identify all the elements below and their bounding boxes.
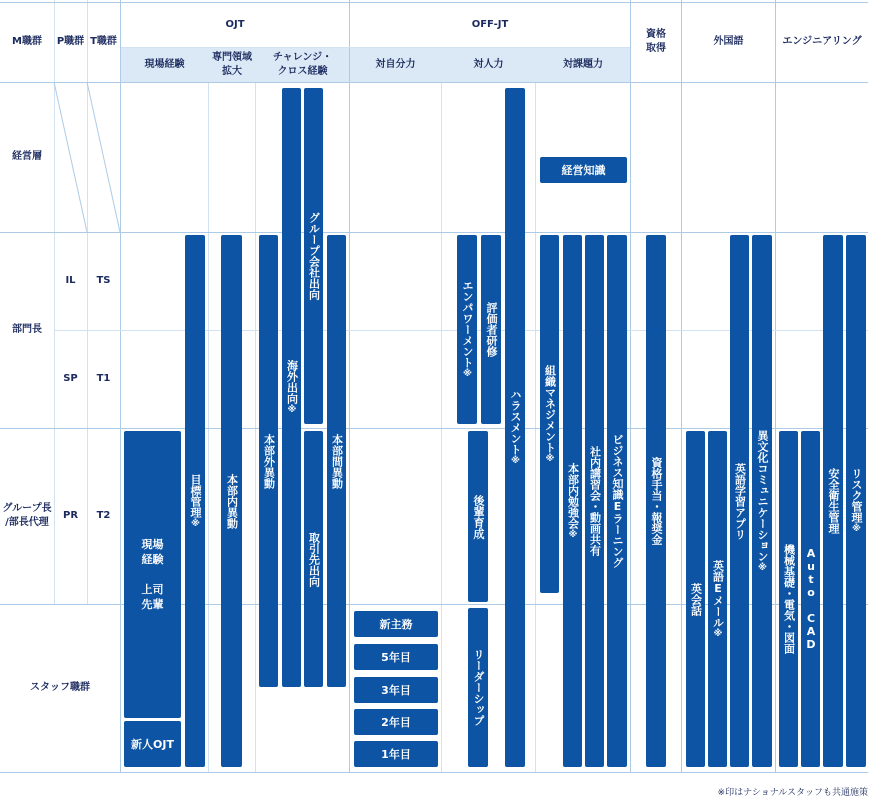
bar-soshiki-mgmt: 組織マネジメント ※ — [540, 235, 559, 593]
row-line-1 — [0, 232, 868, 233]
gaikokugo-header: 外国語 — [713, 36, 744, 47]
bar-shinjin-ojt: 新人OJT — [124, 721, 181, 767]
t-grade-header: T職群 — [90, 36, 117, 47]
marker: ※ — [462, 368, 473, 379]
bar-autocad: Auto CAD — [801, 431, 820, 767]
row-keieiso: 経営層 — [12, 151, 42, 162]
bar-eigo-email: 英語Eメール ※ — [708, 431, 727, 767]
divider-offjt-shikaku — [630, 0, 631, 772]
divider-offjt1 — [441, 82, 442, 772]
ojt-header: OJT — [225, 18, 245, 30]
bar-risk-kanri: リスク管理 ※ — [846, 235, 866, 767]
bar-kohai-ikusei: 後輩育成 — [468, 431, 488, 602]
bar-shinshumu: 新主務 — [354, 611, 438, 637]
divider-offjt2 — [535, 82, 536, 772]
bar-leadership: リーダーシップ — [468, 608, 488, 767]
row-staff: スタッフ職群 — [30, 682, 90, 693]
bar-kaigai-shukko: 海外出向 ※ — [282, 88, 301, 687]
bar-year3: 3年目 — [354, 677, 438, 703]
bar-honbukan-ido: 本部間異動 — [327, 235, 346, 687]
marker: ※ — [190, 517, 201, 529]
offjt-sub-taikadai: 対課題力 — [563, 58, 603, 70]
ojt-sub-senmon: 専門領域 拡大 — [212, 51, 252, 77]
offjt-sub-taijin: 対人力 — [473, 58, 504, 70]
bar-genba-keiken: 現場 経験 上司 先輩 — [124, 431, 181, 718]
marker: ※ — [757, 561, 768, 573]
bar-anzen-eisei: 安全衛生管理 — [823, 235, 843, 767]
grade-il: IL — [65, 275, 76, 286]
bar-eikaiwa: 英会話 — [686, 431, 705, 767]
divider-gaikokugo-eng — [775, 0, 776, 772]
bar-year5: 5年目 — [354, 644, 438, 670]
ojt-sub-genba: 現場経験 — [144, 58, 185, 70]
bar-group-shukko: グループ会社出向 — [304, 88, 323, 424]
bar-mokuhyo-kanri: 目標管理 ※ — [185, 235, 205, 767]
grade-t2: T2 — [96, 510, 111, 521]
bar-kikai-kiso: 機械基礎・電気・図面 — [779, 431, 798, 767]
grade-pr: PR — [62, 510, 79, 521]
marker: ※ — [286, 404, 298, 415]
marker: ※ — [510, 455, 521, 466]
divider-labels — [120, 0, 121, 772]
header-bottom-line — [0, 82, 868, 83]
bar-business-elearning: ビジネス知識Eラーニング — [607, 235, 627, 767]
offjt-sub-taijibun: 対自分力 — [375, 58, 416, 70]
ojt-sub-challenge: チャレンジ・ クロス経験 — [272, 51, 333, 77]
bar-torihikisaki-shukko: 取引先出向 — [304, 431, 323, 687]
row-bumoncho: 部門長 — [12, 324, 42, 335]
divider-ojt1 — [208, 82, 209, 772]
shikaku-header: 資格 取得 — [646, 29, 666, 54]
bar-year1: 1年目 — [354, 741, 438, 767]
bar-honbunai-benkyokai: 本部内勉強会 ※ — [563, 235, 582, 767]
grade-sp: SP — [63, 373, 78, 384]
divider-shikaku-gaikokugo — [681, 0, 682, 772]
bar-shanai-koshukai: 社内講習会・動画共有 — [585, 235, 604, 767]
bar-honbunai-ido: 本部内異動 — [221, 235, 242, 767]
divider-ojt2 — [255, 82, 256, 772]
offjt-header: OFF-JT — [471, 18, 509, 30]
bottom-line — [0, 772, 868, 773]
bar-ibunka: 異文化コミュニケーション ※ — [752, 235, 772, 767]
marker: ※ — [712, 627, 724, 639]
row-group-cho: グループ長 /部長代理 — [2, 503, 52, 528]
bar-shikaku-teate: 資格手当・報奨金 — [646, 235, 666, 767]
marker: ※ — [567, 528, 579, 540]
engineering-header: エンジニアリング — [782, 36, 862, 47]
marker: ※ — [851, 523, 862, 534]
bar-keiei-chishiki: 経営知識 — [540, 157, 627, 183]
bar-eigo-app: 英語学習アプリ — [730, 235, 749, 767]
p-grade-header: P職群 — [56, 36, 85, 47]
divider-ojt-offjt — [349, 0, 350, 772]
footnote: ※印はナショナルスタッフも共通施策 — [717, 788, 868, 798]
m-grade-header: M職群 — [12, 36, 42, 47]
bar-year2: 2年目 — [354, 709, 438, 735]
bar-harassment: ハラスメント ※ — [505, 88, 525, 767]
grade-ts: TS — [96, 275, 111, 286]
bar-hyokasha: 評価者研修 — [481, 235, 501, 424]
marker: ※ — [544, 452, 556, 464]
bar-honbugai-ido: 本部外異動 — [259, 235, 278, 687]
grade-t1: T1 — [96, 373, 111, 384]
bar-empowerment: エンパワーメント ※ — [457, 235, 477, 424]
